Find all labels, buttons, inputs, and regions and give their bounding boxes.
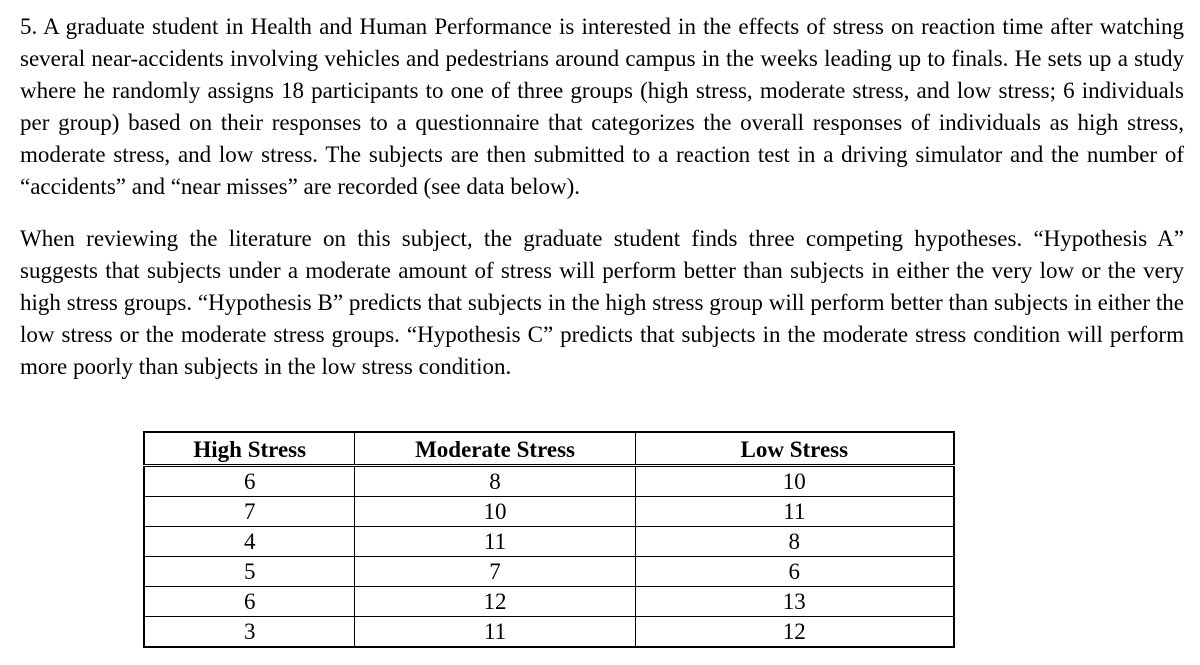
table-cell: 7 [144,497,355,527]
table-row [144,557,954,587]
table-cell: 8 [355,466,635,497]
table-cell: 3 [144,617,355,648]
question-paragraph-1: 5. A graduate student in Health and Human Performance is interested in the effects of stress on reaction time after watching several near-accidents involving vehicles and pedestrians around campus in the weeks leading up to finals. He sets up a study where he randomly assigns 18 participants to one of three groups (high stress, moderate stress, and low stress; 6 individuals per group) based on their responses to a questionnaire that categorizes the overall responses of individuals as high stress, moderate stress, and low stress. The subjects are then submitted to a reaction test in a driving simulator and the number of “accidents” and “near misses” are recorded (see data below). [20,14,1184,199]
question-paragraph-2: When reviewing the literature on this subject, the graduate student finds three competing hypotheses. “Hypothesis A” suggests that subjects under a moderate amount of stress will perform better than subjects in either the very low or the very high stress groups. “Hypothesis B” predicts that subjects in the high stress group will perform better than subjects in either the low stress or the moderate stress groups. “Hypothesis C” predicts that subjects in the moderate stress condition will perform more poorly than subjects in the low stress condition. [20,226,1184,379]
table-row [144,617,954,648]
table-cell: 12 [635,617,954,648]
header-moderate-stress: Moderate Stress [355,432,635,466]
header-high-stress: High Stress [144,432,355,466]
table-cell: 5 [144,557,355,587]
table-cell: 11 [355,617,635,648]
table-cell: 13 [635,587,954,617]
table-row [144,466,954,497]
table-cell: 6 [144,587,355,617]
table-row [144,497,954,527]
table-cell: 6 [635,557,954,587]
table-cell: 6 [144,466,355,497]
table-cell: 7 [355,557,635,587]
table-row [144,587,954,617]
table-cell: 12 [355,587,635,617]
table-cell: 4 [144,527,355,557]
table-cell: 10 [355,497,635,527]
table-row [144,527,954,557]
data-table [143,431,955,648]
table-cell: 11 [635,497,954,527]
header-low-stress: Low Stress [635,432,954,466]
question-body [20,11,1184,383]
table-header-row [144,432,954,466]
table-cell: 11 [355,527,635,557]
table-cell: 10 [635,466,954,497]
table-cell: 8 [635,527,954,557]
